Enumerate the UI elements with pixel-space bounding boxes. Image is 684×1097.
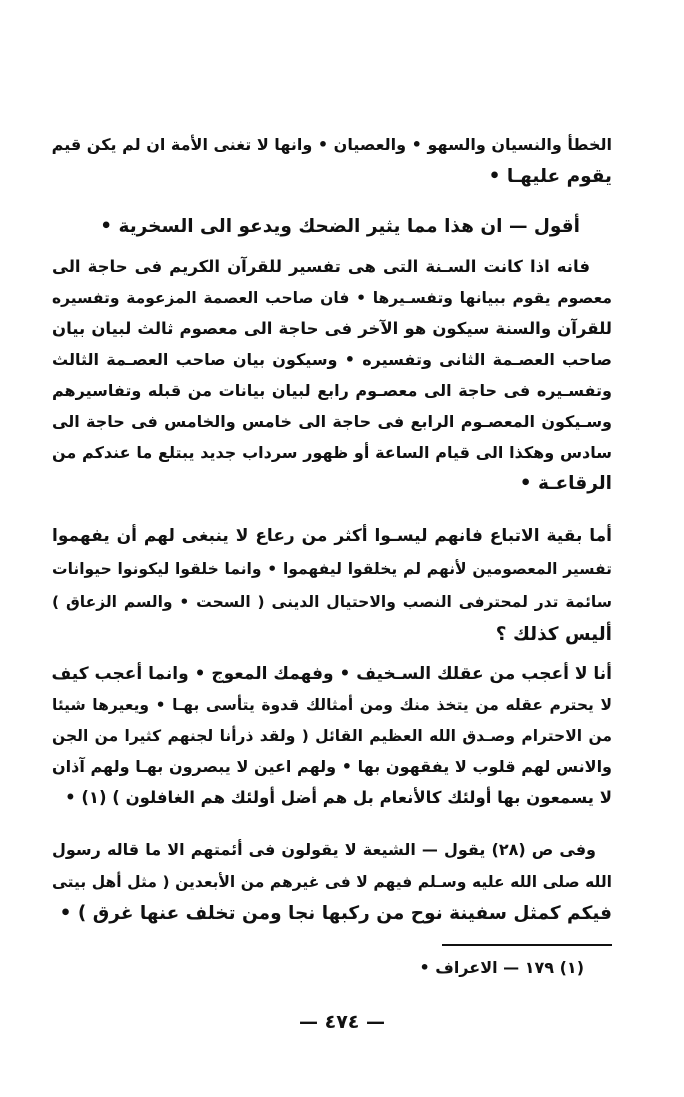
text-line: صاحب العصـمة الثانى وتفسيره • وسيكون بيان صاحب العصـمة الثالث — [52, 350, 612, 369]
text-line: فانه اذا كانت السـنة التى هى تفسير للقرآن الكريم فى حاجة الى — [52, 257, 590, 276]
text-line: وفى ص (٢٨) يقول — الشيعة لا يقولون فى أئمتهم الا ما قاله رسول — [52, 840, 596, 859]
footnote-divider — [442, 944, 612, 946]
text-line: لا يحترم عقله من يتخذ منك ومن أمثالك قدوة يتأسى بهـا • ويعيرها شيئا — [52, 696, 612, 714]
text-line: للقرآن والسنة سيكون هو الآخر فى حاجة الى معصوم ثالث لبيان بيان — [52, 319, 612, 338]
text-line: وسـيكون المعصـوم الرابع فى حاجة الى خامس والخامس فى حاجة الى — [52, 412, 612, 431]
text-line: تفسير المعصومين لأنهم لم يخلقوا ليفهموا • وانما خلقوا ليكونوا حيوانات — [52, 560, 612, 578]
text-line: أقول — ان هذا مما يثير الضحك ويدعو الى السخرية • — [100, 216, 580, 237]
text-line: سائمة تدر لمحترفى النصب والاحتيال الدينى ( السحت • والسم الزعاق ) — [52, 593, 612, 611]
text-line: الله صلى الله عليه وسـلم فيهم لا فى غيرهم من الأبعدين ( مثل أهل بيتى — [52, 873, 612, 891]
text-line: لا يسمعون بها أولئك كالأنعام بل هم أضل أولئك هم الغافلون ) (١) • — [65, 788, 612, 807]
text-line: معصوم يقوم ببيانها وتفسـيرها • فان صاحب العصمة المزعومة وتفسيره — [52, 289, 612, 307]
text-line: وتفسـيره فى حاجة الى معصـوم رابع لبيان بيانات من قبله وتفاسيرهم — [52, 381, 612, 400]
text-line: والانس لهم قلوب لا يفقهون بها • ولهم اعين لا يبصرون بهـا ولهم آذان — [52, 757, 612, 776]
text-line: يقوم عليهـا • — [488, 166, 612, 187]
text-line: فيكم كمثل سفينة نوح من ركبها نجا ومن تخلف عنها غرق ) • — [59, 903, 612, 924]
footnote: (١) ١٧٩ — الاعراف • — [419, 958, 584, 977]
text-line: الخطأ والنسيان والسهو • والعصيان • وانها لا تغنى الأمة ان لم يكن قيم — [51, 135, 612, 154]
page-number: — ٤٧٤ — — [298, 1011, 386, 1033]
text-line: أنا لا أعجب من عقلك السـخيف • وفهمك المعوج • وانما أعجب كيف — [51, 664, 612, 684]
text-line: من الاحترام وصـدق الله العظيم القائل ( ولقد ذرأنا لجنهم كثيرا من الجن — [52, 727, 612, 745]
text-line: أما بقية الاتباع فانهم ليسـوا أكثر من رعاع لا ينبغى لهم أن يفهموا — [52, 526, 612, 546]
text-line: سادس وهكذا الى قيام الساعة أو ظهور سرداب جديد يبتلع ما عندكم من — [52, 443, 612, 462]
text-line: الرقاعـة • — [519, 473, 612, 494]
text-line: أليس كذلك ؟ — [495, 624, 612, 645]
